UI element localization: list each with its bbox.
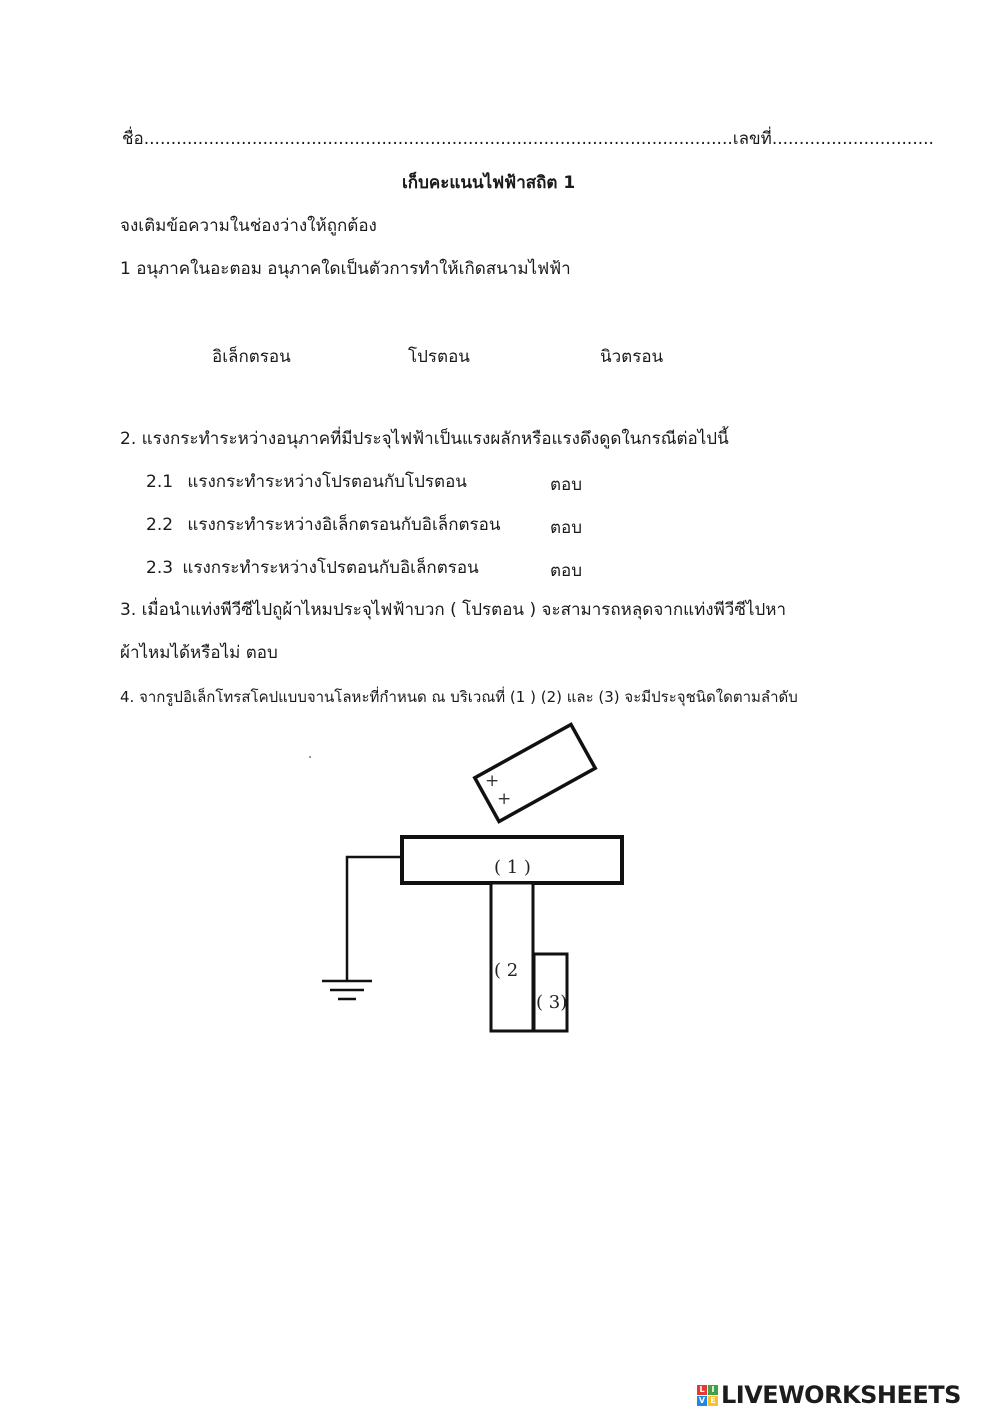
question-2-1 <box>146 471 467 493</box>
item-text: แรงกระทำระหว่างโปรตอนกับอิเล็กตรอน <box>182 558 479 578</box>
label-2: ( 2 <box>494 960 519 981</box>
badge-letter: L <box>697 1385 707 1395</box>
worksheet-title: เก็บคะแนนไฟฟ้าสถิต 1 <box>402 173 576 193</box>
label-1: ( 1 ) <box>494 857 531 878</box>
badge-letter: I <box>708 1385 718 1395</box>
electroscope-diagram <box>300 715 630 1045</box>
question-4: 4. จากรูปอิเล็กโทรสโคปแบบจานโลหะที่กำหนด ณ บริเวณที่ (1 ) (2) และ (3) จะมีประจุชนิดใดตามลำดับ <box>120 688 798 706</box>
option-electron[interactable]: อิเล็กตรอน <box>212 347 291 367</box>
question-2-3 <box>146 557 479 579</box>
stray-dot <box>309 756 311 758</box>
question-1: 1 อนุภาคในอะตอม อนุภาคใดเป็นตัวการทำให้เกิดสนามไฟฟ้า <box>120 259 571 279</box>
ground-wire <box>347 857 402 981</box>
question-2-2 <box>146 514 501 536</box>
question-2: 2. แรงกระทำระหว่างอนุภาคที่มีประจุไฟฟ้าเป็นแรงผลักหรือแรงดึงดูดในกรณีต่อไปนี้ <box>120 429 729 449</box>
question-3-line-1: 3. เมื่อนำแท่งพีวีซีไปถูผ้าไหมประจุไฟฟ้าบวก ( โปรตอน ) จะสามารถหลุดจากแท่งพีวีซีไปหา <box>120 600 786 620</box>
charged-rod <box>475 724 595 821</box>
badge-letter: V <box>698 1395 706 1405</box>
option-neutron[interactable]: นิวตรอน <box>600 347 664 367</box>
instruction: จงเติมข้อความในช่องว่างให้ถูกต้อง <box>120 216 377 236</box>
name-number-line: ชื่อ.............................................................................................................เลขที่.............................. <box>122 129 934 149</box>
item-number: 2.2 <box>146 515 174 535</box>
question-3-line-2: ผ้าไหมได้หรือไม่ ตอบ <box>120 643 278 663</box>
metal-rod-2 <box>491 883 533 1031</box>
plus-sign-1: + <box>485 771 500 791</box>
item-number: 2.3 <box>146 558 174 578</box>
ground-connection <box>322 857 402 999</box>
plus-sign-2: + <box>497 789 512 809</box>
item-number: 2.1 <box>146 472 174 492</box>
answer-label-2-1: ตอบ <box>550 475 583 495</box>
item-text: แรงกระทำระหว่างโปรตอนกับโปรตอน <box>187 472 467 492</box>
badge-letter: E <box>708 1396 718 1406</box>
liveworksheets-badge-icon <box>697 1385 718 1406</box>
liveworksheets-logo <box>697 1378 961 1412</box>
answer-label-2-2: ตอบ <box>550 518 583 538</box>
label-3: ( 3) <box>536 992 568 1013</box>
answer-label-2-3: ตอบ <box>550 561 583 581</box>
option-proton[interactable]: โปรตอน <box>408 347 470 367</box>
item-text: แรงกระทำระหว่างอิเล็กตรอนกับอิเล็กตรอน <box>187 515 501 535</box>
liveworksheets-text: LIVEWORKSHEETS <box>721 1381 961 1409</box>
